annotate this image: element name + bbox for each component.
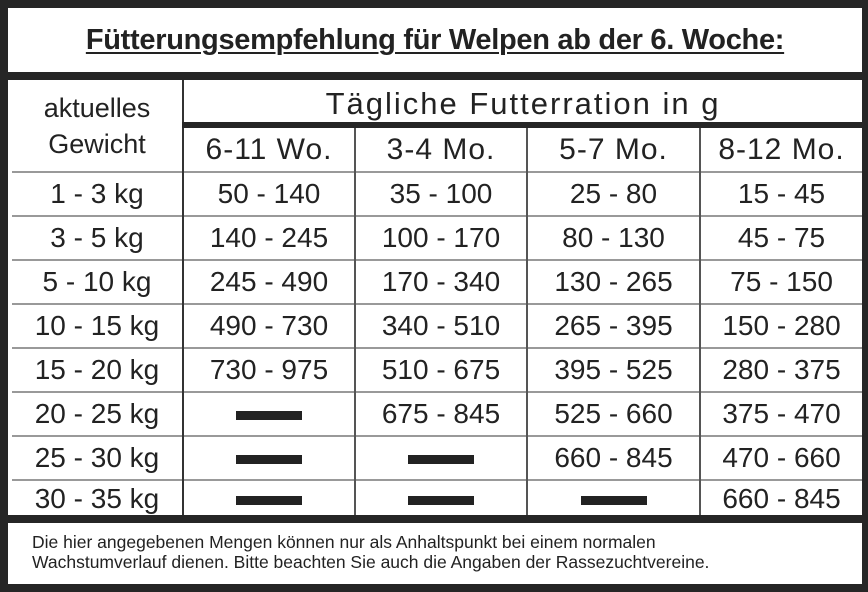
ration-cell: 130 - 265	[527, 260, 700, 304]
ration-cell: 45 - 75	[700, 216, 862, 260]
empty-cell	[183, 480, 355, 517]
dash-mark	[236, 411, 302, 420]
table-row	[12, 216, 862, 260]
ration-cell: 730 - 975	[183, 348, 355, 392]
weight-header-line2: Gewicht	[48, 128, 146, 159]
footer-note	[32, 532, 709, 572]
empty-cell	[355, 480, 527, 517]
table-row	[12, 172, 862, 216]
table-row	[12, 260, 862, 304]
table-row	[12, 392, 862, 436]
weight-cell: 3 - 5 kg	[12, 216, 183, 260]
table-row	[12, 348, 862, 392]
page-title: Fütterungsempfehlung für Welpen ab der 6. Woche:	[85, 23, 785, 56]
dash-mark	[236, 496, 302, 505]
weight-cell: 1 - 3 kg	[12, 172, 183, 216]
ration-cell: 470 - 660	[700, 436, 862, 480]
ration-cell: 675 - 845	[355, 392, 527, 436]
table-row	[12, 304, 862, 348]
ration-cell: 660 - 845	[527, 436, 700, 480]
weight-cell: 15 - 20 kg	[12, 348, 183, 392]
ration-cell: 80 - 130	[527, 216, 700, 260]
ration-cell: 280 - 375	[700, 348, 862, 392]
ration-cell: 660 - 845	[700, 480, 862, 517]
weight-cell: 20 - 25 kg	[12, 392, 183, 436]
ration-cell: 525 - 660	[527, 392, 700, 436]
ration-cell: 395 - 525	[527, 348, 700, 392]
ration-cell: 75 - 150	[700, 260, 862, 304]
feeding-table	[12, 80, 862, 517]
dash-mark	[408, 496, 474, 505]
dash-mark	[236, 455, 302, 464]
weight-cell: 25 - 30 kg	[12, 436, 183, 480]
weight-header-line1: aktuelles	[43, 92, 151, 123]
divider	[0, 72, 868, 80]
age-column-header: 8-12 Mo.	[718, 132, 845, 166]
dash-mark	[408, 455, 474, 464]
weight-cell: 5 - 10 kg	[12, 260, 183, 304]
ration-cell: 490 - 730	[183, 304, 355, 348]
ration-cell: 375 - 470	[700, 392, 862, 436]
table-row	[12, 480, 862, 517]
ration-cell: 50 - 140	[183, 172, 355, 216]
table-row	[12, 436, 862, 480]
ration-cell: 170 - 340	[355, 260, 527, 304]
age-column-header: 3-4 Mo.	[355, 125, 527, 172]
ration-cell: 35 - 100	[355, 172, 527, 216]
empty-cell	[183, 436, 355, 480]
ration-cell: 25 - 80	[527, 172, 700, 216]
ration-cell: 340 - 510	[355, 304, 527, 348]
empty-cell	[527, 480, 700, 517]
ration-header: Tägliche Futterration in g	[183, 80, 862, 125]
age-column-header: 5-7 Mo.	[527, 125, 700, 172]
weight-cell: 10 - 15 kg	[12, 304, 183, 348]
footer-line: Wachstumverlauf dienen. Bitte beachten Sie auch die Angaben der Rassezuchtvereine.	[32, 552, 710, 572]
weight-header	[12, 80, 183, 172]
weight-cell: 30 - 35 kg	[12, 480, 183, 517]
ration-cell: 100 - 170	[355, 216, 527, 260]
ration-cell: 265 - 395	[527, 304, 700, 348]
empty-cell	[355, 436, 527, 480]
ration-cell: 150 - 280	[700, 304, 862, 348]
footer-line: Die hier angegebenen Mengen können nur als Anhaltspunkt bei einem normalen	[32, 532, 656, 552]
ration-cell: 510 - 675	[355, 348, 527, 392]
divider	[0, 515, 868, 523]
ration-cell: 245 - 490	[183, 260, 355, 304]
dash-mark	[581, 496, 647, 505]
age-column-header: 6-11 Wo.	[183, 125, 355, 172]
ration-cell: 15 - 45	[700, 172, 862, 216]
empty-cell	[183, 392, 355, 436]
ration-cell: 140 - 245	[183, 216, 355, 260]
